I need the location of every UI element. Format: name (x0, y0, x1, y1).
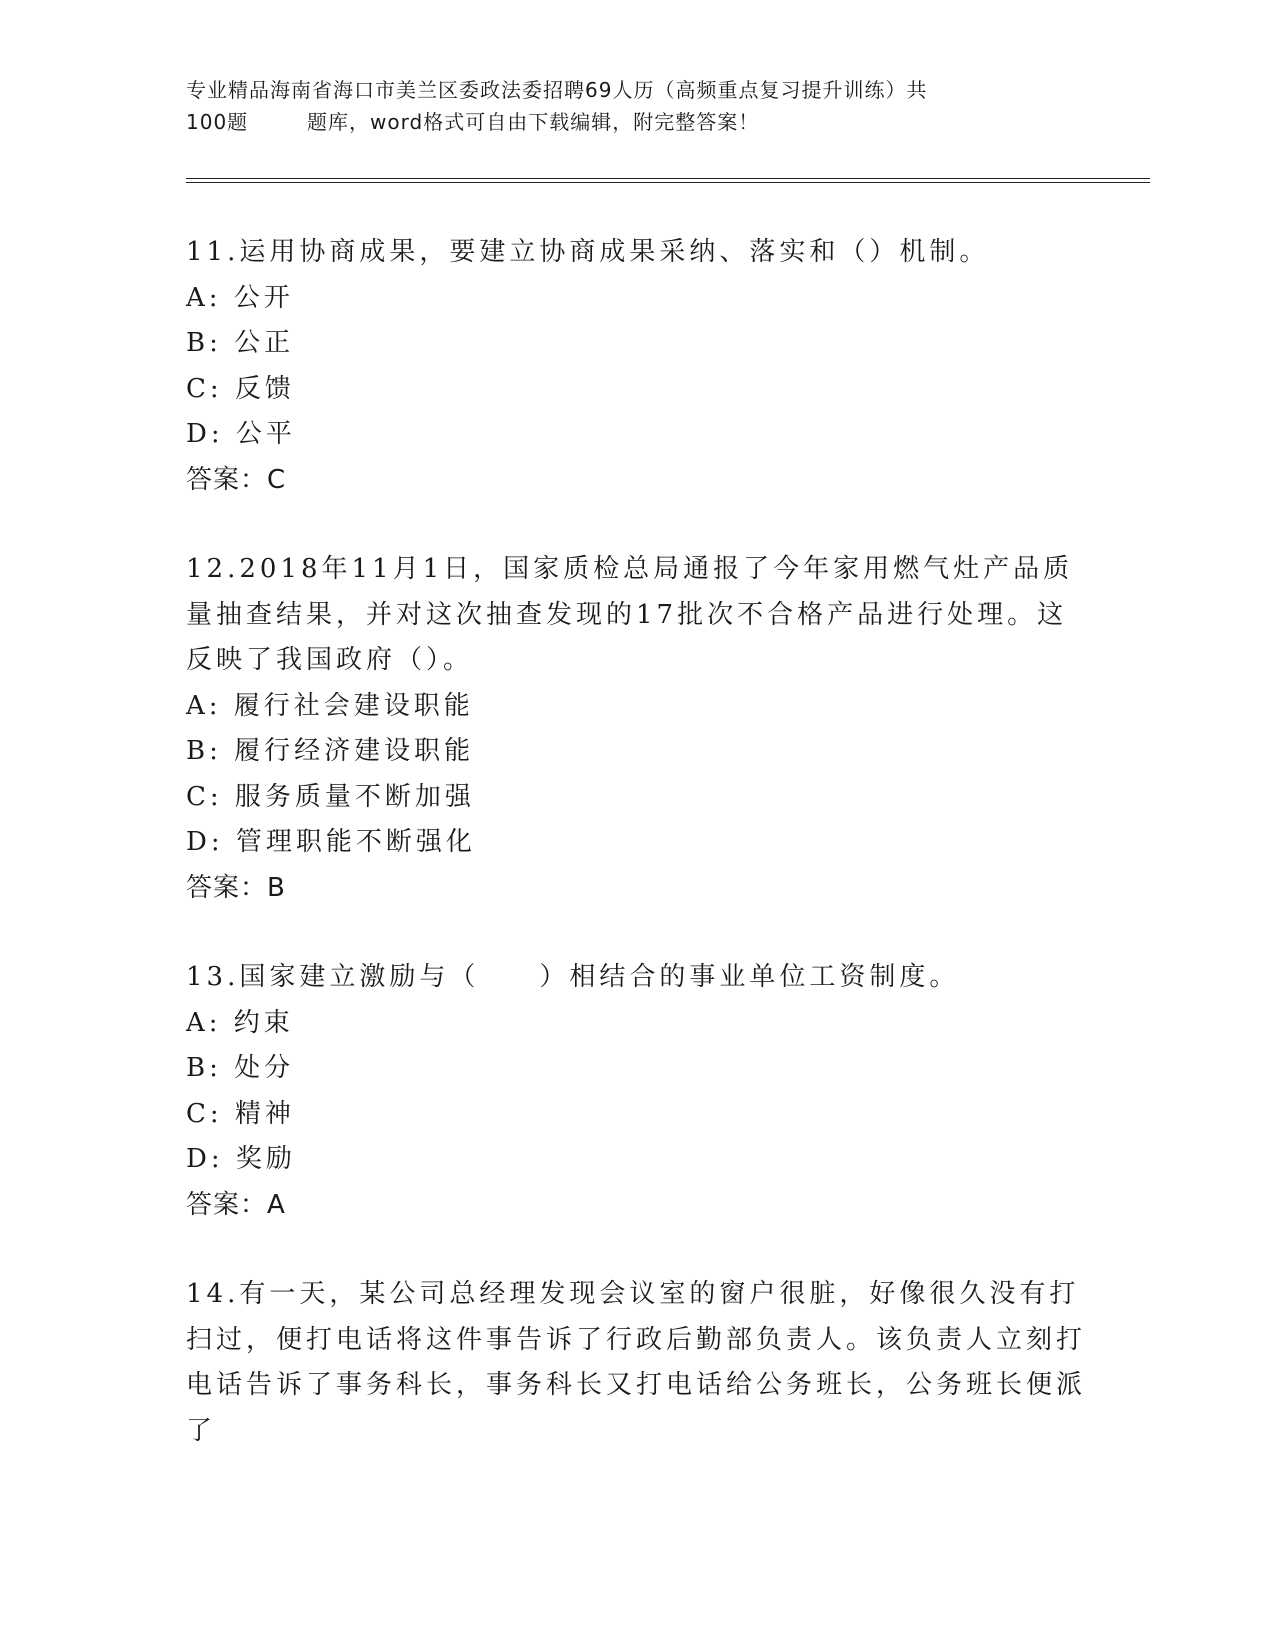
question-13 (186, 955, 1086, 1228)
answer-line: 答案：B (186, 872, 286, 903)
question-stem: 14.有一天，某公司总经理发现会议室的窗户很脏，好像很久没有打扫过，便打电话将这件事告诉了行政后勤部负责人。该负责人立刻打电话告诉了事务科长，事务科长又打电话给公务班长，公务班长便派了 (186, 1279, 1087, 1446)
header-line-2: 100题 题库，word格式可自由下载编辑，附完整答案！ (186, 110, 760, 134)
document-header (186, 74, 1086, 138)
option-d: D: 管理职能不断强化 (186, 827, 476, 857)
option-d: D: 公平 (186, 419, 296, 449)
option-c: C: 精神 (186, 1098, 295, 1129)
option-a: A: 履行社会建设职能 (186, 690, 474, 721)
option-b: B: 处分 (186, 1053, 295, 1083)
header-line-1: 专业精品海南省海口市美兰区委政法委招聘69人历（高频重点复习提升训练）共 (186, 78, 928, 102)
option-b: B: 公正 (186, 328, 295, 358)
option-d: D: 奖励 (186, 1144, 296, 1174)
question-list (186, 230, 1086, 1498)
answer-line: 答案：A (186, 1189, 286, 1220)
answer-line: 答案：C (186, 464, 287, 495)
question-stem: 12.2018年11月1日，国家质检总局通报了今年家用燃气灶产品质量抽查结果，并对这次抽查发现的17批次不合格产品进行处理。这反映了我国政府（）。 (186, 554, 1074, 675)
header-divider-top (186, 178, 1150, 179)
question-14 (186, 1272, 1086, 1454)
option-c: C: 反馈 (186, 373, 295, 404)
question-stem: 11.运用协商成果，要建立协商成果采纳、落实和（）机制。 (186, 237, 990, 267)
option-c: C: 服务质量不断加强 (186, 781, 475, 812)
option-b: B: 履行经济建设职能 (186, 736, 475, 766)
option-a: A: 约束 (186, 1007, 294, 1038)
option-a: A: 公开 (186, 282, 294, 313)
question-12 (186, 547, 1086, 911)
header-divider-bottom (186, 182, 1150, 183)
question-stem: 13.国家建立激励与（ ）相结合的事业单位工资制度。 (186, 962, 960, 992)
question-11 (186, 230, 1086, 503)
